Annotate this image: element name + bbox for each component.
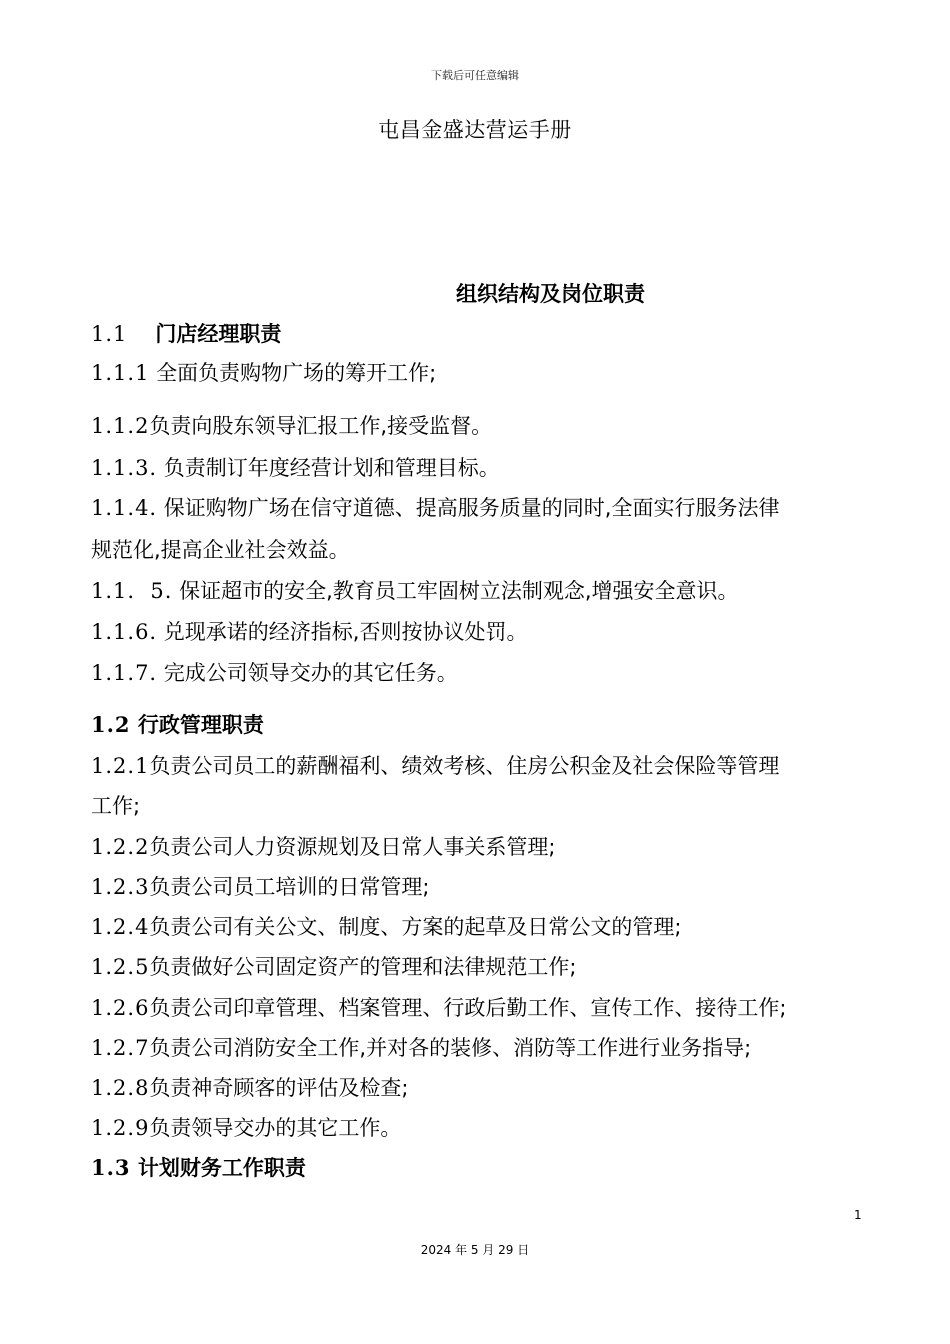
item-text: 负责公司有关公文、制度、方案的起草及日常公文的管理; [149, 915, 682, 939]
list-item [91, 1032, 751, 1062]
item-number: 1.2.3 [91, 875, 150, 899]
item-number: 1.2.7 [91, 1036, 150, 1060]
heading-text: 行政管理职责 [130, 713, 264, 737]
item-number: 1.2.1 [91, 754, 150, 778]
header-note: 下载后可任意编辑 [431, 69, 519, 82]
list-item [91, 871, 430, 901]
item-number: 1.1.4. [91, 496, 158, 520]
list-item [91, 1112, 401, 1142]
item-text: 保证超市的安全,教育员工牢固树立法制观念,增强安全意识。 [172, 579, 739, 603]
list-item [91, 1072, 409, 1102]
item-text: 保证购物广场在信守道德、提高服务质量的同时,全面实行服务法律 [157, 496, 780, 520]
item-number: 1.2.4 [91, 915, 150, 939]
item-text: 负责公司印章管理、档案管理、行政后勤工作、宣传工作、接待工作; [149, 996, 787, 1020]
item-number: 1.2.9 [91, 1116, 150, 1140]
list-item [91, 575, 739, 605]
list-item [91, 911, 682, 941]
heading-number: 1.3 [91, 1155, 131, 1180]
item-text: 完成公司领导交办的其它任务。 [157, 661, 458, 685]
item-number: 1.2.8 [91, 1076, 150, 1100]
item-text: 负责做好公司固定资产的管理和法律规范工作; [149, 955, 577, 979]
item-number: 1.1.6. [91, 620, 158, 644]
list-item [91, 657, 458, 687]
item-number: 1.1.1 [91, 361, 150, 385]
item-number: 1.1.3. [91, 456, 158, 480]
item-text: 负责公司员工的薪酬福利、绩效考核、住房公积金及社会保险等管理 [149, 754, 780, 778]
footer-date: 2024 年 5 月 29 日 [420, 1243, 530, 1257]
section-title: 组织结构及岗位职责 [456, 282, 645, 306]
list-item [91, 410, 492, 440]
list-item [91, 951, 577, 981]
item-number: 1.1.7. [91, 661, 158, 685]
list-item-continuation [91, 790, 140, 820]
item-number: 1.2.6 [91, 996, 150, 1020]
item-text: 工作; [91, 794, 141, 818]
list-item [91, 492, 779, 522]
list-item-continuation [91, 534, 350, 564]
heading-number: 1.1 [91, 322, 128, 346]
item-text: 负责公司员工培训的日常管理; [149, 875, 430, 899]
item-text: 负责公司人力资源规划及日常人事关系管理; [149, 835, 556, 859]
item-text: 规范化,提高企业社会效益。 [91, 538, 350, 562]
list-item [91, 452, 500, 482]
heading-1-2 [91, 709, 264, 739]
heading-number: 1.2 [91, 712, 131, 737]
item-number: 1.2.5 [91, 955, 150, 979]
item-number: 1.1. 5. [91, 579, 173, 603]
item-text: 负责神奇顾客的评估及检查; [149, 1076, 409, 1100]
list-item [91, 616, 527, 646]
heading-text: 门店经理职责 [155, 322, 282, 346]
list-item [91, 992, 787, 1022]
item-number: 1.1.2 [91, 414, 150, 438]
document-title: 屯昌金盛达营运手册 [378, 118, 572, 142]
item-text: 负责制订年度经营计划和管理目标。 [157, 456, 500, 480]
item-text: 兑现承诺的经济指标,否则按协议处罚。 [157, 620, 528, 644]
list-item [91, 831, 556, 861]
item-text: 负责向股东领导汇报工作,接受监督。 [149, 414, 493, 438]
page-number: 1 [854, 1208, 862, 1222]
item-text: 负责公司消防安全工作,并对各的装修、消防等工作进行业务指导; [149, 1036, 752, 1060]
list-item [91, 750, 779, 780]
list-item [91, 357, 436, 387]
heading-1-3 [91, 1152, 306, 1182]
heading-1-1 [91, 318, 281, 348]
item-number: 1.2.2 [91, 835, 150, 859]
item-text: 负责领导交办的其它工作。 [149, 1116, 402, 1140]
heading-text: 计划财务工作职责 [130, 1156, 306, 1180]
item-text: 全面负责购物广场的筹开工作; [149, 361, 437, 385]
